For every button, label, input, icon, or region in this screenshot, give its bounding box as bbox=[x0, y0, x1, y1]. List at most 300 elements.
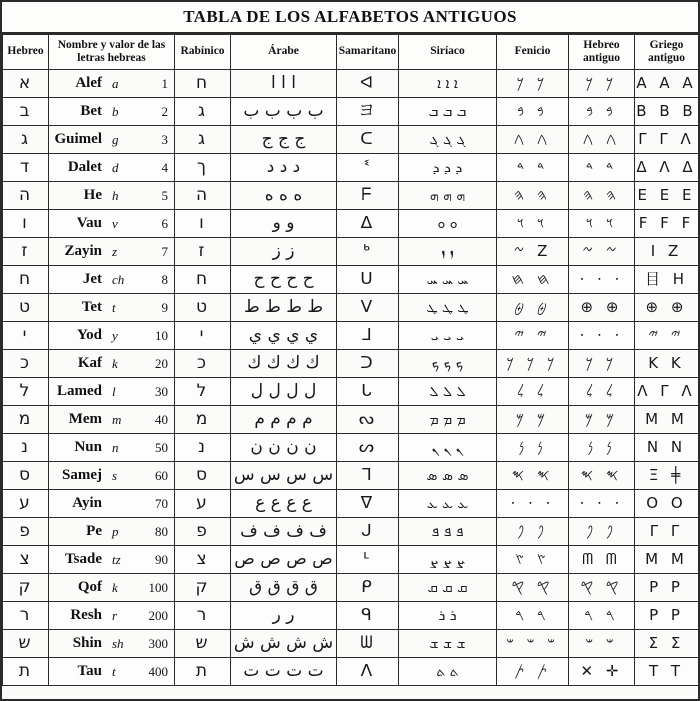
cell-samaritano-glyph: ᒍ bbox=[361, 520, 374, 541]
cell-siriaco-glyph: ܠ ܠ ܠ bbox=[429, 383, 466, 400]
cell-fenicio-glyph: 𐤈 𐤈 bbox=[514, 297, 551, 316]
cell-rabinico-glyph: ר bbox=[196, 604, 209, 625]
letter-name: Qof bbox=[77, 579, 102, 595]
cell-samaritano bbox=[337, 434, 399, 462]
cell-hebreo-antiguo bbox=[569, 210, 635, 238]
cell-hebreo-antiguo bbox=[569, 546, 635, 574]
cell-samaritano bbox=[337, 350, 399, 378]
cell-samaritano bbox=[337, 630, 399, 658]
cell-fenicio-glyph: 𐤋 𐤋 bbox=[517, 381, 548, 400]
cell-arabe-glyph: ز ز bbox=[272, 240, 295, 261]
letter-transliteration: g bbox=[112, 131, 119, 147]
cell-siriaco bbox=[399, 574, 497, 602]
cell-hebreo-antiguo-glyph: 𐤅 𐤅 bbox=[585, 213, 618, 232]
column-header-griego-antiguo: Griego antiguo bbox=[635, 35, 699, 70]
letter-numeric-value: 80 bbox=[155, 523, 168, 539]
cell-hebreo bbox=[3, 266, 49, 294]
cell-fenicio-glyph: 𐤕 𐤕 bbox=[514, 661, 551, 680]
cell-rabinico bbox=[175, 630, 231, 658]
cell-samaritano-glyph: ᗯ bbox=[360, 632, 375, 653]
letter-transliteration: sh bbox=[112, 635, 124, 651]
cell-nombre bbox=[49, 546, 175, 574]
cell-arabe-glyph: د د د bbox=[266, 156, 301, 177]
cell-rabinico-glyph: ך bbox=[196, 156, 209, 177]
cell-arabe bbox=[231, 294, 337, 322]
cell-fenicio-glyph: 𐤓 𐤓 bbox=[515, 605, 550, 624]
cell-siriaco-glyph: ܒ ܒ ܒ bbox=[428, 103, 467, 120]
letter-transliteration: m bbox=[112, 411, 122, 427]
cell-fenicio-glyph: 𐤎 𐤎 bbox=[511, 465, 554, 484]
cell-griego-antiguo-glyph: A A A bbox=[636, 73, 697, 92]
letter-name: Jet bbox=[82, 271, 102, 287]
cell-nombre bbox=[49, 294, 175, 322]
cell-siriaco-glyph: ܡ ܡ ܡ bbox=[429, 411, 466, 428]
cell-hebreo-antiguo bbox=[569, 630, 635, 658]
cell-arabe-glyph: ح ح ح ح bbox=[253, 268, 314, 289]
cell-samaritano bbox=[337, 98, 399, 126]
cell-arabe-glyph: ص ص ص ص bbox=[234, 548, 333, 569]
cell-hebreo bbox=[3, 350, 49, 378]
cell-arabe-glyph: ع ع ع ع bbox=[255, 492, 312, 513]
cell-rabinico-glyph: ח bbox=[195, 268, 210, 289]
cell-hebreo-antiguo-glyph: 𐤂 𐤂 bbox=[582, 129, 621, 148]
cell-arabe bbox=[231, 350, 337, 378]
cell-hebreo-antiguo-glyph: 𐤐 𐤐 bbox=[585, 521, 618, 540]
table-row bbox=[3, 378, 699, 406]
cell-hebreo-antiguo-glyph: ⋅ ⋅ ⋅ bbox=[579, 325, 624, 344]
cell-hebreo-glyph: נ bbox=[21, 436, 30, 457]
cell-siriaco-glyph: ܫ ܫ ܫ bbox=[429, 635, 466, 652]
cell-griego-antiguo-glyph: Τ Τ bbox=[648, 661, 685, 680]
cell-hebreo-antiguo-glyph: ⋅ ⋅ ⋅ bbox=[579, 269, 624, 288]
cell-rabinico-glyph: נ bbox=[198, 436, 207, 457]
letter-name-group bbox=[49, 490, 174, 517]
cell-rabinico-glyph: ג bbox=[197, 100, 207, 121]
cell-hebreo-antiguo bbox=[569, 238, 635, 266]
letter-name: Dalet bbox=[67, 159, 102, 175]
letter-transliteration: l bbox=[112, 383, 116, 399]
cell-arabe bbox=[231, 378, 337, 406]
cell-hebreo bbox=[3, 182, 49, 210]
cell-rabinico-glyph: ח bbox=[195, 72, 210, 93]
cell-hebreo-antiguo bbox=[569, 294, 635, 322]
cell-siriaco bbox=[399, 70, 497, 98]
letter-name-group bbox=[49, 210, 174, 237]
cell-fenicio-glyph: 𐤍 𐤍 bbox=[518, 437, 547, 456]
cell-siriaco-glyph: ܣ ܣ ܣ bbox=[426, 467, 469, 484]
cell-arabe-glyph: ه ه ه bbox=[264, 184, 303, 205]
table-row bbox=[3, 406, 699, 434]
letter-name-group bbox=[49, 238, 174, 265]
cell-siriaco bbox=[399, 518, 497, 546]
cell-hebreo-antiguo-glyph: 𐤌 𐤌 bbox=[584, 409, 619, 428]
table-row bbox=[3, 182, 699, 210]
letter-transliteration: t bbox=[112, 299, 116, 315]
cell-hebreo bbox=[3, 98, 49, 126]
cell-rabinico bbox=[175, 98, 231, 126]
cell-hebreo-glyph: ס bbox=[18, 464, 33, 485]
cell-hebreo-glyph: ב bbox=[19, 100, 32, 121]
cell-rabinico bbox=[175, 490, 231, 518]
cell-siriaco bbox=[399, 462, 497, 490]
cell-samaritano-glyph: ᒻ bbox=[363, 548, 372, 569]
letter-name-group bbox=[49, 294, 174, 321]
letter-name-group bbox=[49, 322, 174, 349]
cell-griego-antiguo bbox=[635, 434, 699, 462]
cell-rabinico-glyph: ו bbox=[199, 212, 206, 233]
cell-fenicio-glyph: 𐤑 𐤑 bbox=[515, 549, 550, 568]
letter-transliteration: a bbox=[112, 75, 119, 91]
cell-rabinico bbox=[175, 182, 231, 210]
cell-hebreo-antiguo bbox=[569, 154, 635, 182]
cell-hebreo bbox=[3, 630, 49, 658]
cell-griego-antiguo-glyph: Ξ ╪ bbox=[648, 465, 685, 484]
cell-arabe-glyph: ب ب ب ب bbox=[243, 100, 324, 121]
cell-hebreo bbox=[3, 154, 49, 182]
letter-name-group bbox=[49, 98, 174, 125]
table-row bbox=[3, 126, 699, 154]
letter-name-group bbox=[49, 182, 174, 209]
cell-hebreo bbox=[3, 574, 49, 602]
table-row bbox=[3, 490, 699, 518]
cell-arabe bbox=[231, 322, 337, 350]
cell-hebreo bbox=[3, 434, 49, 462]
cell-samaritano-glyph: ᒃ bbox=[363, 240, 372, 261]
cell-fenicio bbox=[497, 70, 569, 98]
cell-siriaco bbox=[399, 98, 497, 126]
cell-griego-antiguo bbox=[635, 406, 699, 434]
cell-samaritano-glyph: ᐁ bbox=[360, 492, 375, 513]
cell-fenicio bbox=[497, 518, 569, 546]
letter-numeric-value: 2 bbox=[161, 103, 168, 119]
letter-name: Nun bbox=[74, 439, 102, 455]
letter-transliteration: d bbox=[112, 159, 119, 175]
cell-hebreo-antiguo-glyph: 𐤋 𐤋 bbox=[586, 381, 617, 400]
letter-name: Tet bbox=[81, 299, 102, 315]
cell-samaritano bbox=[337, 70, 399, 98]
cell-samaritano-glyph: ᑐ bbox=[360, 352, 375, 373]
letter-numeric-value: 7 bbox=[161, 243, 168, 259]
header-row bbox=[3, 35, 699, 70]
cell-arabe bbox=[231, 238, 337, 266]
cell-nombre bbox=[49, 490, 175, 518]
letter-name-group bbox=[49, 546, 174, 573]
cell-griego-antiguo-glyph: Σ Σ bbox=[648, 633, 685, 652]
cell-fenicio-glyph: 𐤔 𐤔 𐤔 bbox=[506, 633, 559, 652]
cell-fenicio bbox=[497, 98, 569, 126]
cell-griego-antiguo bbox=[635, 574, 699, 602]
cell-siriaco bbox=[399, 266, 497, 294]
cell-hebreo-antiguo bbox=[569, 602, 635, 630]
cell-hebreo-glyph: ט bbox=[18, 296, 33, 317]
cell-fenicio bbox=[497, 154, 569, 182]
cell-arabe-glyph: و و bbox=[272, 212, 295, 233]
letter-name-group bbox=[49, 378, 174, 405]
letter-transliteration: h bbox=[112, 187, 119, 203]
letter-name-group bbox=[49, 602, 174, 629]
cell-griego-antiguo bbox=[635, 266, 699, 294]
cell-siriaco bbox=[399, 630, 497, 658]
letter-numeric-value: 8 bbox=[161, 271, 168, 287]
cell-rabinico bbox=[175, 266, 231, 294]
table-row bbox=[3, 322, 699, 350]
cell-hebreo-antiguo bbox=[569, 182, 635, 210]
letter-name-group bbox=[49, 518, 174, 545]
cell-rabinico bbox=[175, 350, 231, 378]
cell-hebreo bbox=[3, 490, 49, 518]
cell-samaritano-glyph: ᒧ bbox=[361, 324, 374, 345]
cell-samaritano-glyph: ᐯ bbox=[360, 296, 375, 317]
letter-name: Tsade bbox=[65, 551, 102, 567]
table-row bbox=[3, 294, 699, 322]
letter-numeric-value: 3 bbox=[161, 131, 168, 147]
cell-samaritano-glyph: ᔕ bbox=[358, 436, 377, 457]
cell-rabinico-glyph: פ bbox=[196, 520, 209, 541]
cell-siriaco-glyph: ܘ ܘ bbox=[437, 215, 458, 232]
cell-hebreo-antiguo bbox=[569, 574, 635, 602]
cell-rabinico bbox=[175, 462, 231, 490]
cell-siriaco-glyph: ܛ ܛ ܛ bbox=[426, 299, 469, 316]
cell-fenicio bbox=[497, 490, 569, 518]
cell-samaritano-glyph: ᓫ bbox=[364, 156, 371, 177]
letter-name-group bbox=[49, 574, 174, 601]
cell-fenicio bbox=[497, 546, 569, 574]
cell-nombre bbox=[49, 70, 175, 98]
cell-arabe bbox=[231, 154, 337, 182]
cell-griego-antiguo bbox=[635, 210, 699, 238]
letter-numeric-value: 90 bbox=[155, 551, 168, 567]
table-row bbox=[3, 574, 699, 602]
cell-hebreo-glyph: כ bbox=[20, 352, 31, 373]
cell-rabinico bbox=[175, 602, 231, 630]
cell-arabe-glyph: ا ا ا bbox=[271, 72, 296, 93]
cell-siriaco-glyph: ܚ ܚ ܚ bbox=[426, 271, 469, 288]
cell-hebreo-glyph: מ bbox=[18, 408, 33, 429]
cell-siriaco-glyph: ܥ ܥ ܥ bbox=[426, 495, 469, 512]
cell-samaritano-glyph: ᔓ bbox=[358, 408, 377, 429]
cell-hebreo-glyph: ק bbox=[18, 576, 33, 597]
table-row bbox=[3, 350, 699, 378]
cell-siriaco bbox=[399, 602, 497, 630]
cell-griego-antiguo bbox=[635, 462, 699, 490]
cell-griego-antiguo bbox=[635, 518, 699, 546]
cell-fenicio-glyph: 𐤌 𐤌 bbox=[515, 409, 550, 428]
cell-hebreo-glyph: ה bbox=[18, 184, 33, 205]
letter-name-group bbox=[49, 70, 174, 97]
cell-rabinico-glyph: כ bbox=[197, 352, 208, 373]
cell-hebreo-antiguo-glyph: 𐤍 𐤍 bbox=[587, 437, 616, 456]
cell-samaritano bbox=[337, 602, 399, 630]
cell-arabe-glyph: س س س س bbox=[233, 464, 334, 485]
cell-rabinico bbox=[175, 574, 231, 602]
letter-transliteration: tz bbox=[112, 551, 121, 567]
cell-arabe bbox=[231, 574, 337, 602]
cell-samaritano bbox=[337, 126, 399, 154]
cell-hebreo-antiguo-glyph: 𐤓 𐤓 bbox=[584, 605, 619, 624]
cell-hebreo-antiguo-glyph: ✕ ✛ bbox=[580, 661, 623, 680]
cell-griego-antiguo-glyph: Λ Γ Λ bbox=[637, 381, 696, 400]
cell-arabe bbox=[231, 434, 337, 462]
letter-name-group bbox=[49, 266, 174, 293]
cell-hebreo-antiguo-glyph: ⋅ ⋅ ⋅ bbox=[579, 493, 624, 512]
letter-numeric-value: 40 bbox=[155, 411, 168, 427]
table-row bbox=[3, 658, 699, 686]
cell-griego-antiguo-glyph: Δ Λ Δ bbox=[636, 157, 697, 176]
letter-transliteration: k bbox=[112, 355, 118, 371]
cell-hebreo-antiguo bbox=[569, 322, 635, 350]
cell-hebreo-antiguo bbox=[569, 406, 635, 434]
cell-siriaco-glyph: ܨ ܨ ܨ bbox=[429, 551, 466, 568]
cell-griego-antiguo bbox=[635, 602, 699, 630]
table-header bbox=[3, 35, 699, 70]
letter-numeric-value: 70 bbox=[155, 495, 168, 511]
cell-fenicio-glyph: 𐤇 𐤇 bbox=[511, 269, 554, 288]
cell-hebreo bbox=[3, 238, 49, 266]
cell-samaritano-glyph: ᒐ bbox=[361, 380, 374, 401]
cell-siriaco bbox=[399, 294, 497, 322]
cell-hebreo-antiguo bbox=[569, 658, 635, 686]
letter-transliteration: p bbox=[112, 523, 119, 539]
cell-rabinico bbox=[175, 406, 231, 434]
cell-samaritano bbox=[337, 210, 399, 238]
cell-fenicio bbox=[497, 210, 569, 238]
cell-hebreo-glyph: א bbox=[18, 72, 33, 93]
cell-hebreo-antiguo bbox=[569, 434, 635, 462]
cell-hebreo-antiguo bbox=[569, 98, 635, 126]
cell-samaritano bbox=[337, 490, 399, 518]
table-row bbox=[3, 434, 699, 462]
letter-name: Bet bbox=[80, 103, 102, 119]
cell-rabinico bbox=[175, 238, 231, 266]
cell-arabe bbox=[231, 602, 337, 630]
cell-samaritano bbox=[337, 266, 399, 294]
cell-hebreo-glyph: ח bbox=[18, 268, 33, 289]
cell-hebreo-antiguo-glyph: 𐤁 𐤁 bbox=[586, 101, 617, 120]
cell-rabinico bbox=[175, 546, 231, 574]
cell-samaritano bbox=[337, 322, 399, 350]
cell-arabe-glyph: ي ي ي ي bbox=[248, 324, 319, 345]
cell-samaritano bbox=[337, 658, 399, 686]
cell-fenicio-glyph: 𐤃 𐤃 bbox=[516, 157, 549, 176]
table-row bbox=[3, 462, 699, 490]
cell-hebreo-antiguo-glyph: 𐤆 𐤆 bbox=[582, 241, 621, 260]
letter-name-group bbox=[49, 406, 174, 433]
cell-samaritano bbox=[337, 546, 399, 574]
cell-griego-antiguo bbox=[635, 378, 699, 406]
cell-rabinico-glyph: ה bbox=[195, 184, 210, 205]
cell-samaritano-glyph: ᑭ bbox=[361, 576, 374, 597]
cell-hebreo bbox=[3, 322, 49, 350]
letter-name: Alef bbox=[75, 75, 102, 91]
cell-fenicio-glyph: 𐤊 𐤊 𐤊 bbox=[506, 353, 559, 372]
cell-siriaco-glyph: ܬ ܬ bbox=[436, 663, 459, 680]
cell-griego-antiguo bbox=[635, 182, 699, 210]
cell-fenicio-glyph: 𐤉 𐤉 bbox=[514, 325, 551, 344]
cell-arabe bbox=[231, 266, 337, 294]
cell-siriaco-glyph: ܐ ܐ ܐ bbox=[437, 75, 458, 92]
column-header-siriaco: Siríaco bbox=[399, 35, 497, 70]
cell-samaritano bbox=[337, 378, 399, 406]
cell-arabe-glyph: ر ر bbox=[272, 604, 295, 625]
column-header-nombre: Nombre y valor de las letras hebreas bbox=[49, 35, 175, 70]
cell-griego-antiguo-glyph: I Z bbox=[650, 241, 683, 260]
cell-siriaco-glyph: ܕ ܕ ܕ bbox=[432, 159, 463, 176]
cell-hebreo bbox=[3, 126, 49, 154]
cell-fenicio-glyph: 𐤅 𐤅 bbox=[516, 213, 549, 232]
letter-transliteration: z bbox=[112, 243, 118, 259]
cell-hebreo-antiguo-glyph: 𐤊 𐤊 bbox=[585, 73, 618, 92]
cell-fenicio bbox=[497, 406, 569, 434]
cell-fenicio-glyph: 𐤁 𐤁 bbox=[517, 101, 548, 120]
cell-rabinico-glyph: ז bbox=[198, 240, 207, 261]
letter-numeric-value: 400 bbox=[148, 663, 168, 679]
cell-fenicio bbox=[497, 574, 569, 602]
cell-siriaco bbox=[399, 238, 497, 266]
cell-griego-antiguo bbox=[635, 70, 699, 98]
cell-hebreo-antiguo bbox=[569, 518, 635, 546]
cell-hebreo-antiguo-glyph: 𐤊 𐤊 bbox=[585, 353, 618, 372]
letter-name: Kaf bbox=[77, 355, 102, 371]
cell-samaritano bbox=[337, 182, 399, 210]
cell-fenicio bbox=[497, 350, 569, 378]
cell-hebreo bbox=[3, 602, 49, 630]
cell-rabinico bbox=[175, 434, 231, 462]
cell-fenicio bbox=[497, 630, 569, 658]
cell-fenicio bbox=[497, 658, 569, 686]
cell-griego-antiguo-glyph: B B B bbox=[636, 101, 697, 120]
cell-arabe-glyph: ف ف ف ف bbox=[240, 520, 327, 541]
cell-hebreo-glyph: י bbox=[22, 324, 29, 345]
cell-hebreo-antiguo-glyph: 𐤎 𐤎 bbox=[580, 465, 623, 484]
letter-name: Vau bbox=[76, 215, 102, 231]
column-header-hebreo-antiguo: Hebreo antiguo bbox=[569, 35, 635, 70]
cell-arabe bbox=[231, 210, 337, 238]
cell-arabe bbox=[231, 182, 337, 210]
letter-name-group bbox=[49, 462, 174, 489]
cell-fenicio-glyph: 𐤆 Ζ bbox=[513, 241, 552, 260]
cell-nombre bbox=[49, 182, 175, 210]
cell-fenicio bbox=[497, 462, 569, 490]
cell-hebreo-antiguo bbox=[569, 266, 635, 294]
column-header-samaritano: Samaritano bbox=[337, 35, 399, 70]
cell-siriaco bbox=[399, 406, 497, 434]
letter-numeric-value: 6 bbox=[161, 215, 168, 231]
cell-griego-antiguo-glyph: Ρ Ρ bbox=[649, 605, 684, 624]
cell-nombre bbox=[49, 434, 175, 462]
cell-griego-antiguo-glyph: F F F bbox=[638, 213, 695, 232]
cell-fenicio bbox=[497, 126, 569, 154]
cell-hebreo bbox=[3, 406, 49, 434]
cell-samaritano-glyph: ᑌ bbox=[360, 268, 375, 289]
cell-siriaco bbox=[399, 434, 497, 462]
cell-griego-antiguo bbox=[635, 490, 699, 518]
cell-rabinico-glyph: ס bbox=[195, 464, 210, 485]
cell-arabe bbox=[231, 518, 337, 546]
letter-transliteration: b bbox=[112, 103, 119, 119]
cell-fenicio bbox=[497, 434, 569, 462]
cell-nombre bbox=[49, 154, 175, 182]
cell-samaritano-glyph: ᐃ bbox=[360, 212, 375, 233]
cell-siriaco-glyph: ܙ ܙ bbox=[441, 243, 454, 260]
cell-hebreo-antiguo-glyph: ᗰ ᗰ bbox=[582, 549, 621, 568]
letter-name: Shin bbox=[72, 635, 102, 651]
cell-griego-antiguo bbox=[635, 154, 699, 182]
cell-fenicio bbox=[497, 294, 569, 322]
cell-arabe-glyph: ل ل ل ل bbox=[250, 380, 317, 401]
cell-arabe bbox=[231, 630, 337, 658]
cell-arabe bbox=[231, 546, 337, 574]
cell-griego-antiguo bbox=[635, 294, 699, 322]
